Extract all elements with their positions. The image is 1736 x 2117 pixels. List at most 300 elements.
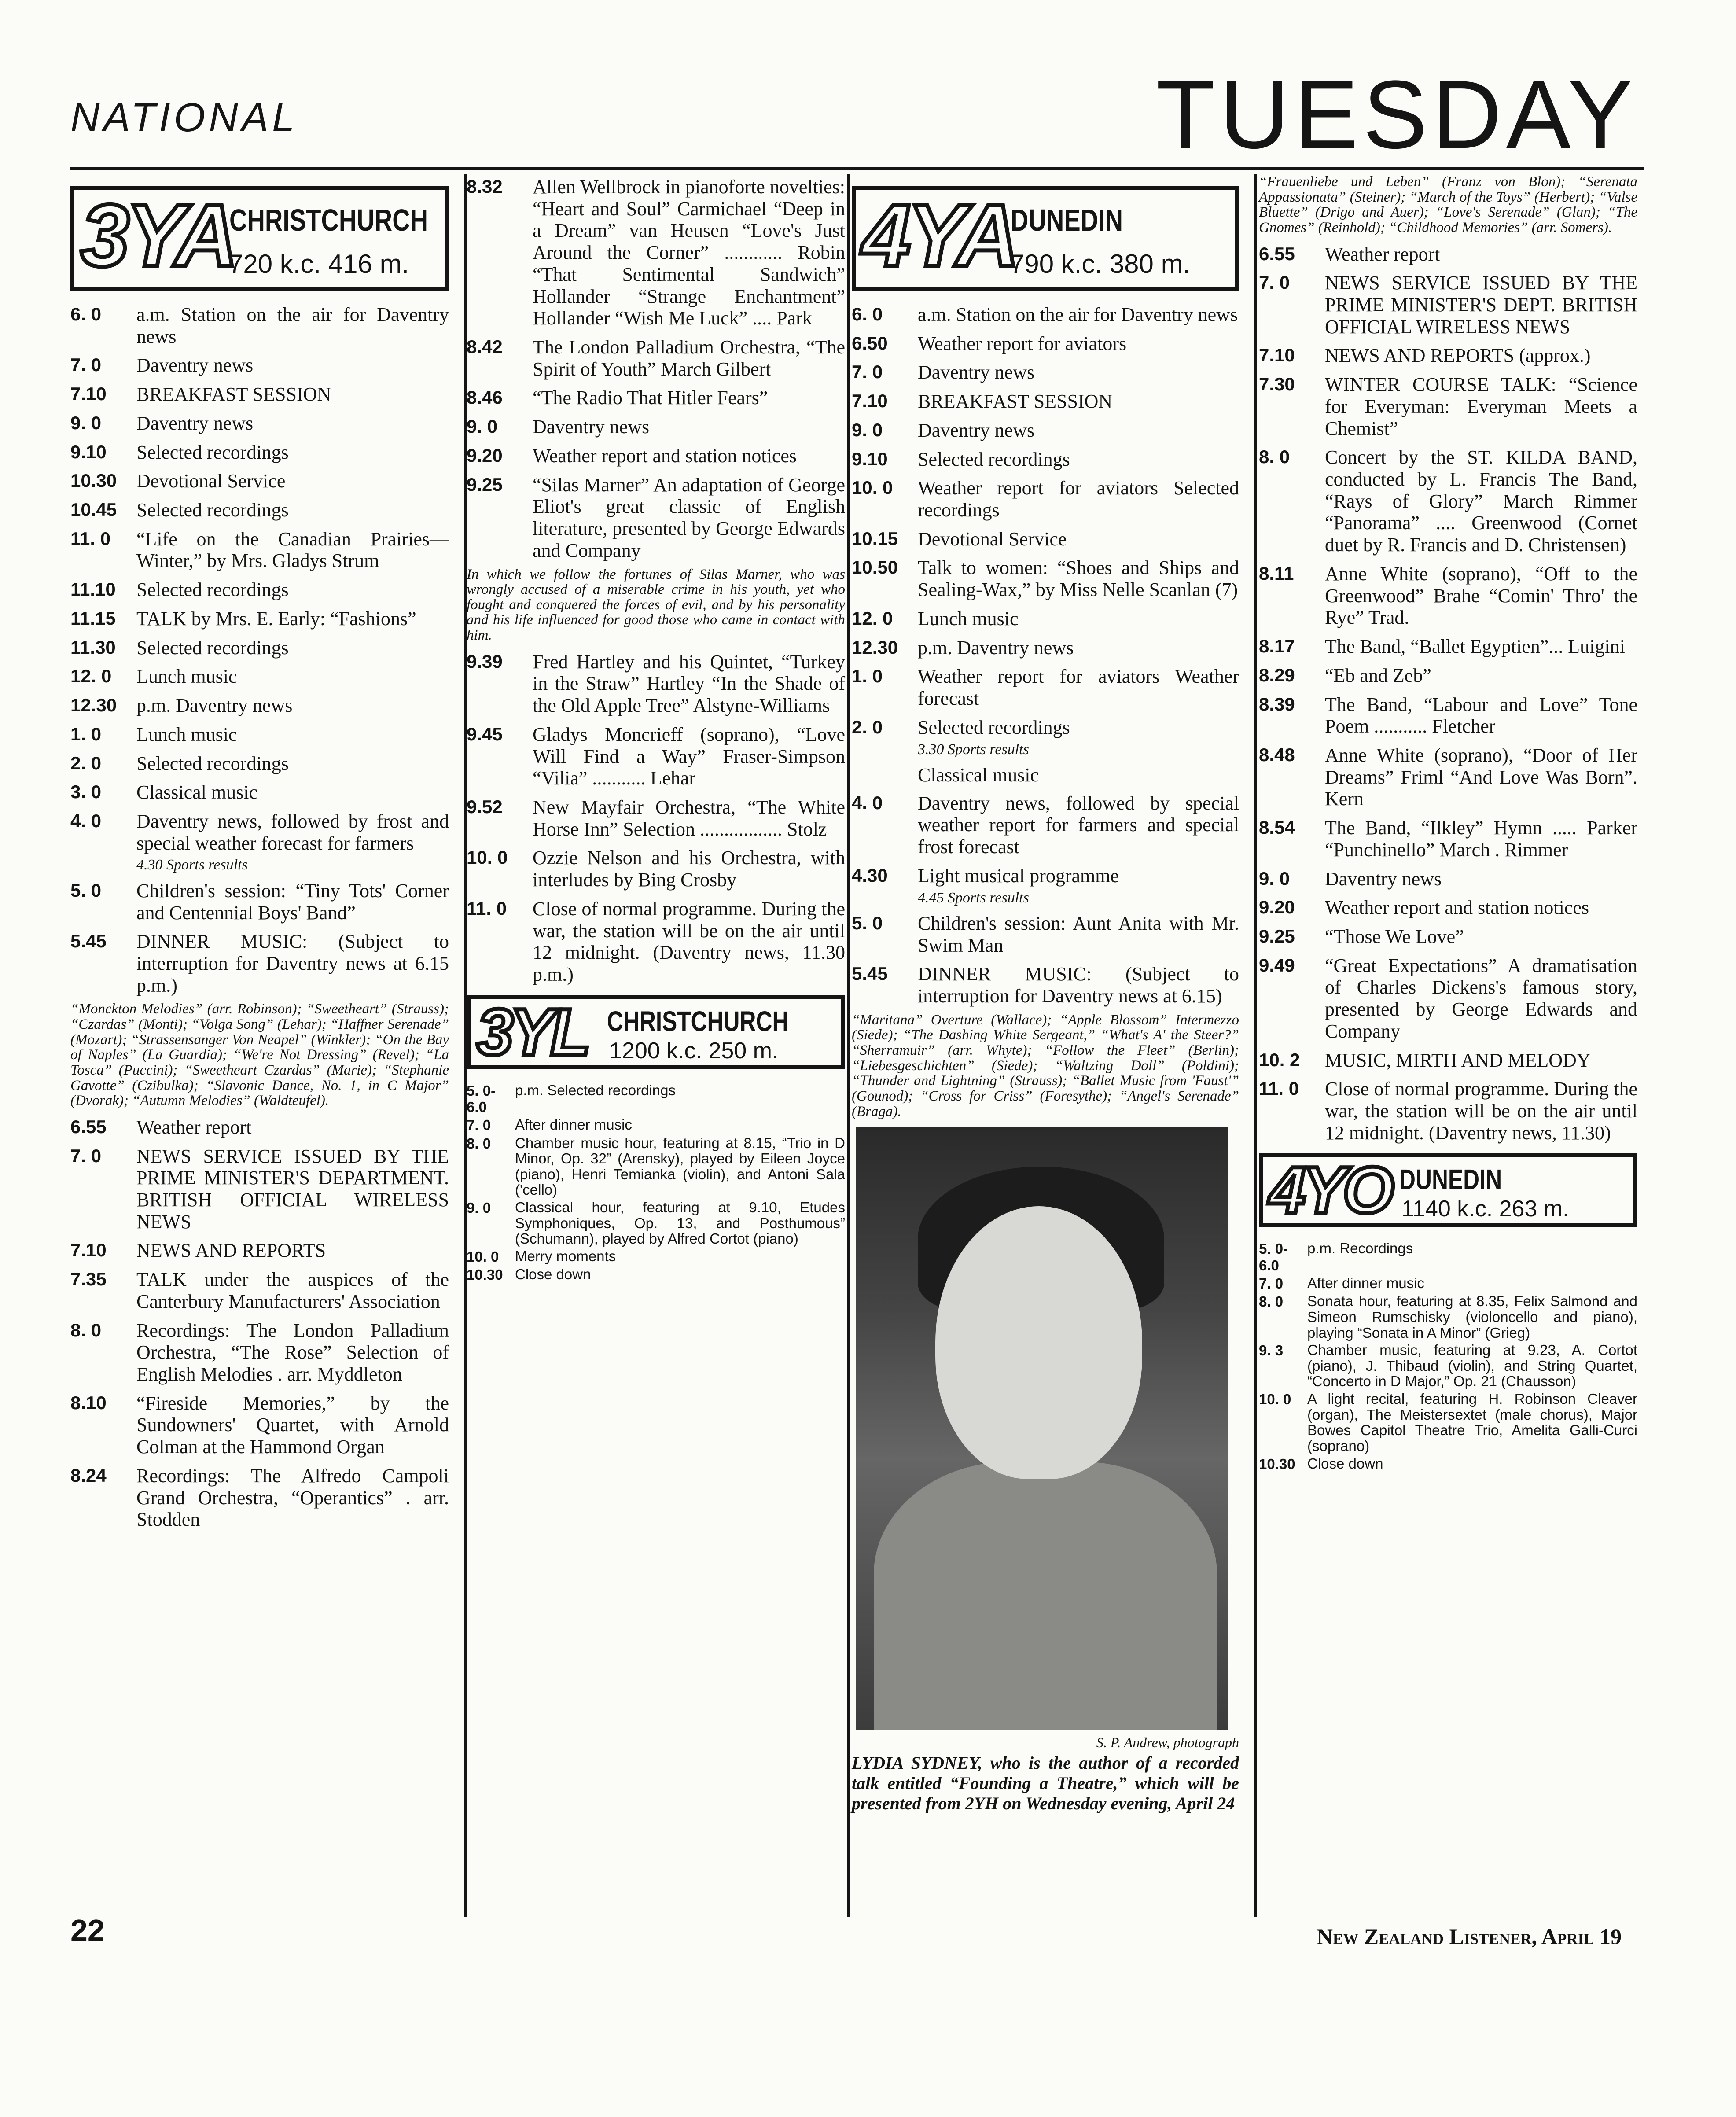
programme-description: Talk to women: “Shoes and Ships and Sealing-Wax,” by Miss Nelle Scanlan (7) — [918, 557, 1239, 601]
programme-description: Weather report — [1325, 243, 1440, 265]
station-logo-4ya — [852, 186, 1239, 291]
station-city: CHRISTCHURCH — [229, 203, 428, 237]
programme-time: 9. 3 — [1259, 1342, 1284, 1359]
programme-time: 5. 0-6.0 — [467, 1082, 496, 1116]
programme-time: 7.10 — [70, 383, 107, 405]
programme-description: Selected recordings — [136, 637, 289, 659]
station-call-sign: 3YL — [477, 994, 588, 1069]
programme-entry — [70, 1145, 449, 1233]
section-title: NATIONAL — [70, 95, 298, 140]
station-frequency: 1200 k.c. 250 m. — [609, 1038, 779, 1064]
programme-entry — [70, 442, 449, 464]
programme-entry — [467, 474, 845, 562]
programme-entry — [70, 695, 449, 717]
programme-entry — [852, 333, 1239, 355]
programme-entry — [70, 1116, 449, 1138]
programme-entry — [70, 1392, 449, 1458]
station-city: DUNEDIN — [1399, 1163, 1502, 1196]
programme-time: 10. 0 — [467, 1248, 499, 1265]
programme-list — [467, 1082, 845, 1283]
programme-entry — [852, 792, 1239, 858]
programme-time: 9.45 — [467, 723, 503, 744]
programme-entry — [70, 608, 449, 630]
programme-time: 8.42 — [467, 336, 503, 357]
programme-time: 4. 0 — [852, 792, 883, 813]
programme-entry — [852, 717, 1239, 739]
programme-entry — [467, 1117, 845, 1133]
programme-entry — [1259, 272, 1637, 338]
sports-results-note: 3.30 Sports results — [918, 741, 1029, 758]
programme-entry — [1259, 1078, 1637, 1144]
programme-time: 7.30 — [1259, 374, 1295, 395]
programme-time: 7.10 — [1259, 345, 1295, 366]
programme-time: 9.52 — [467, 796, 503, 817]
programme-description: a.m. Station on the air for Daventry news — [136, 304, 449, 347]
programme-list — [70, 880, 449, 997]
programme-entry — [467, 847, 845, 891]
programme-entry — [467, 445, 845, 467]
programme-description: Selected recordings — [136, 499, 289, 521]
programme-time: 8. 0 — [1259, 446, 1290, 468]
programme-entry — [70, 1269, 449, 1312]
programme-description: Devotional Service — [136, 470, 286, 492]
programme-entry — [1259, 955, 1637, 1042]
programme-time: 8.48 — [1259, 744, 1295, 765]
programme-description: Close down — [1307, 1455, 1383, 1472]
programme-entry — [1259, 868, 1637, 890]
programme-time: 12.30 — [70, 695, 117, 716]
programme-description: Children's session: “Tiny Tots' Corner and Centennial Boys' Band” — [136, 880, 449, 924]
programme-time: 6. 0 — [70, 304, 102, 324]
programme-description: Chamber music, featuring at 9.23, A. Cortot (piano), J. Thibaud (violin), and String Quartet, “Concerto in D Major,” Op. 21 (Chausson) — [1307, 1342, 1637, 1390]
programme-entry — [70, 383, 449, 405]
sports-results-note: 4.30 Sports results — [136, 857, 248, 873]
programme-time: 9. 0 — [70, 412, 102, 433]
page-number: 22 — [70, 1913, 105, 1948]
programme-time: 7.35 — [70, 1269, 107, 1290]
programme-time: 1. 0 — [70, 723, 102, 744]
programme-description: NEWS SERVICE ISSUED BY THE PRIME MINISTER'S DEPT. BRITISH OFFICIAL WIRELESS NEWS — [1325, 272, 1637, 338]
programme-entry — [70, 724, 449, 746]
programme-description: Weather report for aviators — [918, 332, 1127, 354]
programme-time: 8.11 — [1259, 563, 1294, 584]
programme-description: BREAKFAST SESSION — [918, 390, 1113, 412]
programme-description: DINNER MUSIC: (Subject to interruption for Daventry news at 6.15 p.m.) — [136, 931, 449, 996]
programme-description: DINNER MUSIC: (Subject to interruption for Daventry news at 6.15) — [918, 963, 1239, 1007]
programme-description: Daventry news — [136, 412, 254, 434]
programme-description: New Mayfair Orchestra, “The White Horse Inn” Selection ................. Stolz — [533, 796, 845, 840]
programme-time: 10.30 — [467, 1267, 503, 1283]
programme-list — [467, 176, 845, 562]
programme-time: 6. 0 — [852, 304, 883, 324]
programme-description: “The Radio That Hitler Fears” — [533, 387, 768, 409]
programme-time: 8.54 — [1259, 817, 1295, 838]
programme-description: NEWS AND REPORTS (approx.) — [1325, 345, 1591, 367]
programme-time: 9.25 — [1259, 925, 1295, 946]
programme-entry — [1259, 694, 1637, 737]
programme-time: 5. 0 — [70, 880, 102, 901]
programme-entry — [70, 666, 449, 688]
programme-entry — [70, 579, 449, 601]
station-call-sign: 4YO — [1269, 1153, 1391, 1227]
programme-entry — [852, 390, 1239, 412]
programme-time: 7. 0 — [852, 361, 883, 383]
programme-time: 3. 0 — [70, 781, 102, 803]
station-frequency: 790 k.c. 380 m. — [1010, 249, 1191, 279]
programme-time: 4. 0 — [70, 810, 102, 831]
programme-time: 10.50 — [852, 557, 898, 578]
programme-time: 9. 0 — [852, 419, 883, 440]
programme-time: 11. 0 — [1259, 1078, 1299, 1099]
programme-time: 11.15 — [70, 607, 116, 629]
programme-entry — [70, 470, 449, 492]
programme-entry — [70, 810, 449, 854]
programme-description: After dinner music — [1307, 1275, 1424, 1291]
programme-entry — [70, 1240, 449, 1262]
programme-description: Selected recordings — [918, 716, 1070, 738]
programme-description: Daventry news — [918, 419, 1035, 441]
column-divider — [1254, 174, 1257, 1917]
programme-time: 11. 0 — [467, 898, 507, 919]
programme-time: 7. 0 — [1259, 272, 1290, 293]
programme-description: Daventry news, followed by frost and special weather forecast for farmers — [136, 810, 449, 854]
programme-description: “Silas Marner” An adaptation of George Eliot's great classic of English literature, presented by George Edwards and Company — [533, 474, 845, 561]
programme-entry — [70, 781, 449, 803]
programme-time: 8.10 — [70, 1392, 107, 1413]
programme-description: “Eb and Zeb” — [1325, 664, 1431, 686]
programme-entry — [1259, 1049, 1637, 1071]
programme-entry — [467, 336, 845, 380]
programme-time: 9.49 — [1259, 954, 1295, 976]
programme-description: Children's session: Aunt Anita with Mr. Swim Man — [918, 912, 1239, 956]
programme-time: 5.45 — [852, 963, 888, 984]
programme-description: Selected recordings — [918, 448, 1070, 470]
programme-time: 9.10 — [852, 448, 888, 469]
classical-music-line: Classical music — [918, 764, 1039, 786]
programme-description: Weather report and station notices — [1325, 897, 1589, 919]
programme-time: 11. 0 — [70, 528, 111, 549]
programme-entry — [467, 176, 845, 329]
programme-entry — [852, 557, 1239, 600]
programme-description: NEWS SERVICE ISSUED BY THE PRIME MINISTER'S DEPARTMENT. BRITISH OFFICIAL WIRELESS NEWS — [136, 1145, 449, 1233]
programme-time: 7. 0 — [70, 354, 102, 376]
programme-description: Lunch music — [136, 666, 237, 688]
programme-description: Concert by the ST. KILDA BAND, conducted by L. Francis The Band, “Rays of Glory” March Rimmer “Panorama” .... Greenwood (Cornet duet by R. Francis and D. Christensen) — [1325, 446, 1637, 556]
column-4ya — [852, 176, 1239, 1814]
column-3ya-continued — [467, 176, 845, 1285]
programme-time: 8.46 — [467, 387, 503, 408]
programme-description: Classical hour, featuring at 9.10, Etudes Symphoniques, Op. 13, and Posthumous” (Schumann), played by Alfred Cortot (piano) — [515, 1199, 845, 1247]
programme-entry — [1259, 243, 1637, 265]
programme-time: 7. 0 — [70, 1145, 102, 1166]
programme-description: Selected recordings — [136, 752, 289, 774]
photo-credit: S. P. Andrew, photograph — [1096, 1734, 1239, 1751]
programme-time: 8. 0 — [70, 1319, 102, 1340]
programme-description: Recordings: The London Palladium Orchestra, “The Rose” Selection of English Melodies . arr. Myddleton — [136, 1319, 449, 1385]
programme-entry — [467, 1135, 845, 1198]
programme-time: 6.55 — [1259, 243, 1295, 264]
station-logo-4yo — [1259, 1153, 1637, 1227]
programme-entry — [467, 1082, 845, 1116]
programme-time: 6.55 — [70, 1116, 107, 1137]
programme-time: 9. 0 — [467, 416, 498, 437]
programme-description: MUSIC, MIRTH AND MELODY — [1325, 1049, 1591, 1071]
programme-entry — [467, 1267, 845, 1283]
programme-entry — [1259, 1342, 1637, 1389]
programme-entry — [1259, 817, 1637, 861]
programme-description: Selected recordings — [136, 579, 289, 601]
programme-time: 5. 0-6.0 — [1259, 1241, 1288, 1274]
programme-description: Lunch music — [918, 607, 1019, 630]
programme-description: Devotional Service — [918, 528, 1067, 550]
header-rule — [70, 167, 1644, 170]
programme-description: Lunch music — [136, 723, 237, 745]
programme-description: Daventry news, followed by special weather report for farmers and special frost forecast — [918, 792, 1239, 858]
dinner-music-note: “Monckton Melodies” (arr. Robinson); “Sweetheart” (Strauss); “Czardas” (Monti); “Volga Song” (Lehar); “Haffner Serenade” (Mozart); “Strassensanger Von Neapel” (Winkler); “On the Bay of Naples” (La Guardia); “We're Not Dressing” (Revel); “La Tosca” (Puccini); “Sweetheart Czardas” (Marie); “Stephanie Gavotte” (Czibulka); “Slavonic Dance, No. 1, in C Major” (Dvorak); “Autumn Melodies” (Waldteufel). — [70, 1001, 449, 1109]
programme-time: 10.30 — [70, 470, 117, 491]
programme-entry — [467, 416, 845, 438]
programme-time: 10. 2 — [1259, 1049, 1300, 1070]
programme-entry — [467, 651, 845, 717]
programme-entry — [467, 387, 845, 409]
programme-entry — [852, 963, 1239, 1007]
programme-entry — [70, 637, 449, 659]
programme-time: 9.10 — [70, 441, 107, 462]
sports-results-note: 4.45 Sports results — [918, 889, 1029, 906]
day-title: TUESDAY — [1156, 60, 1637, 169]
station-call-sign: 3YA — [81, 187, 235, 285]
programme-entry — [852, 666, 1239, 709]
programme-description: Chamber music hour, featuring at 8.15, “Trio in D Minor, Op. 32” (Arensky), played by Eileen Joyce (piano), Henri Temianka (violin), and Antoni Sala ('cello) — [515, 1134, 845, 1198]
programme-entry — [1259, 1241, 1637, 1274]
programme-time: 8.29 — [1259, 664, 1295, 685]
programme-description: Daventry news — [918, 361, 1035, 383]
programme-entry — [70, 528, 449, 572]
programme-description: “Fireside Memories,” by the Sundowners' Quartet, with Arnold Colman at the Hammond Organ — [136, 1392, 449, 1458]
station-frequency: 1140 k.c. 263 m. — [1401, 1196, 1569, 1222]
programme-description: Ozzie Nelson and his Orchestra, with interludes by Bing Crosby — [533, 847, 845, 891]
programme-description: Anne White (soprano), “Off to the Greenwood” Brahe “Comin' Thro' the Rye” Trad. — [1325, 563, 1637, 629]
programme-description: Fred Hartley and his Quintet, “Turkey in the Straw” Hartley “In the Shade of the Old Apple Tree” Alstyne-Williams — [533, 651, 845, 717]
programme-entry — [852, 913, 1239, 956]
programme-entry — [1259, 1293, 1637, 1340]
programme-entry — [1259, 636, 1637, 658]
programme-entry — [70, 1320, 449, 1385]
programme-description: p.m. Daventry news — [918, 637, 1074, 659]
station-logo-3ya — [70, 186, 449, 291]
programme-entry — [1259, 563, 1637, 629]
programme-time: 9.39 — [467, 651, 503, 672]
silas-marner-note: In which we follow the fortunes of Silas Marner, who was wrongly accused of a miserable crime in his youth, yet who fought and conquered the forces of evil, and by his personality and his life influenced for good those who came in contact with him. — [467, 566, 845, 644]
programme-entry — [852, 420, 1239, 442]
programme-description: Merry moments — [515, 1248, 616, 1264]
programme-entry — [467, 796, 845, 840]
programme-time: 9. 0 — [467, 1200, 491, 1216]
programme-entry — [852, 361, 1239, 383]
programme-time: 12. 0 — [852, 607, 893, 629]
programme-entry — [70, 499, 449, 521]
programme-description: Selected recordings — [136, 441, 289, 463]
programme-description: Weather report — [136, 1116, 252, 1138]
programme-time: 11.30 — [70, 637, 116, 658]
programme-entry — [852, 637, 1239, 659]
programme-time: 10.15 — [852, 528, 898, 549]
programme-entry — [852, 449, 1239, 471]
programme-description: Classical music — [136, 781, 257, 803]
programme-description: p.m. Daventry news — [136, 695, 293, 717]
programme-description: Allen Wellbrock in pianoforte novelties: “Heart and Soul” Carmichael “Deep in a Dream” van Heusen “Love's Just Around the Corner” ............ Robin “That Sentimental Sandwich” Hollander “Strange Enchantment” Hollander “Wish Me Luck” .... Park — [533, 176, 845, 329]
programme-description: Daventry news — [533, 416, 650, 438]
programme-entry — [70, 412, 449, 434]
programme-description: Daventry news — [136, 354, 254, 376]
programme-description: Sonata hour, featuring at 8.35, Felix Salmond and Simeon Rumschisky (violoncello and piano), playing “Sonata in A Minor” (Grieg) — [1307, 1293, 1637, 1341]
programme-time: 9.25 — [467, 474, 503, 495]
programme-list — [1259, 243, 1637, 1144]
programme-description: Weather report and station notices — [533, 445, 797, 467]
programme-description: The Band, “Ballet Egyptien”... Luigini — [1325, 636, 1625, 658]
programme-description: TALK under the auspices of the Canterbury Manufacturers' Association — [136, 1269, 449, 1312]
station-logo-3yl — [467, 995, 845, 1069]
programme-list — [852, 304, 1239, 739]
programme-time: 12. 0 — [70, 666, 112, 687]
programme-entry — [70, 1465, 449, 1531]
programme-list — [852, 913, 1239, 1007]
publication-footer: New Zealand Listener, April 19 — [1317, 1924, 1622, 1949]
column-4ya-continued — [1259, 176, 1637, 1474]
programme-entry — [467, 1248, 845, 1265]
programme-description: Daventry news — [1325, 868, 1442, 890]
programme-description: The Band, “Ilkley” Hymn ..... Parker “Punchinello” March . Rimmer — [1325, 817, 1637, 861]
programme-description: BREAKFAST SESSION — [136, 383, 331, 405]
programme-description: Close down — [515, 1266, 591, 1283]
portrait-photo — [856, 1127, 1228, 1730]
programme-entry — [1259, 744, 1637, 810]
programme-time: 2. 0 — [70, 752, 102, 773]
programme-description: Recordings: The Alfredo Campoli Grand Orchestra, “Operantics” . arr. Stodden — [136, 1465, 449, 1531]
dinner-music-note: “Maritana” Overture (Wallace); “Apple Blossom” Intermezzo (Siede); “The Dashing White Sergeant,” “What's A' the Steer?” “Sherramuir” (arr. Whyte); “Follow the Fleet” (Berlin); “Liebesgeschichten” (Siede); “Waltzing Doll” (Poldini); “Thunder and Lightning” (Strauss); “Ballet Music from 'Faust'” (Gounod); “Cross for Criss” (Foresythe); “Angel's Serenade” (Braga). — [852, 1012, 1239, 1119]
programme-entry — [70, 354, 449, 376]
programme-time: 10. 0 — [852, 477, 893, 498]
station-city: CHRISTCHURCH — [607, 1005, 789, 1037]
programme-description: TALK by Mrs. E. Early: “Fashions” — [136, 607, 416, 630]
programme-time: 5.45 — [70, 931, 107, 952]
programme-description: “Great Expectations” A dramatisation of Charles Dickens's famous story, presented by George Edwards and Company — [1325, 954, 1637, 1042]
programme-description: A light recital, featuring H. Robinson Cleaver (organ), The Meistersextet (male chorus), Major Bowes Capitol Theatre Trio, Amelita Galli-Curci (soprano) — [1307, 1391, 1637, 1454]
programme-time: 4.30 — [852, 865, 888, 886]
programme-time: 11.10 — [70, 579, 116, 600]
programme-entry — [467, 898, 845, 986]
programme-entry — [467, 724, 845, 789]
programme-entry — [1259, 665, 1637, 687]
programme-time: 8.32 — [467, 176, 503, 197]
programme-entry — [852, 865, 1239, 887]
programme-time: 10.45 — [70, 499, 117, 520]
programme-list — [70, 1116, 449, 1531]
photo-face-shape — [935, 1206, 1142, 1479]
station-frequency: 720 k.c. 416 m. — [228, 249, 409, 279]
programme-time: 8. 0 — [1259, 1293, 1284, 1310]
programme-entry — [70, 753, 449, 775]
programme-time: 9.20 — [1259, 897, 1295, 918]
programme-entry — [1259, 446, 1637, 556]
programme-entry — [852, 608, 1239, 630]
programme-entry — [1259, 926, 1637, 948]
photo-caption: LYDIA SYDNEY, who is the author of a recorded talk entitled “Founding a Theatre,” which will be presented from 2YH on Wednesday evening, April 24 — [852, 1753, 1239, 1814]
column-3ya — [70, 176, 449, 1538]
programme-time: 7. 0 — [467, 1117, 491, 1134]
photo-body-shape — [874, 1462, 1217, 1730]
programme-description: “Those We Love” — [1325, 925, 1464, 947]
programme-description: Light musical programme — [918, 865, 1119, 887]
programme-description: Gladys Moncrieff (soprano), “Love Will Find a Way” Fraser-Simpson “Vilia” ........... Lehar — [533, 723, 845, 789]
programme-time: 6.50 — [852, 332, 888, 353]
programme-entry — [467, 1200, 845, 1247]
programme-time: 9.20 — [467, 445, 503, 466]
programme-entry — [70, 880, 449, 924]
station-city: DUNEDIN — [1011, 203, 1123, 237]
programme-description: NEWS AND REPORTS — [136, 1240, 326, 1262]
programme-time: 10. 0 — [1259, 1391, 1291, 1408]
programme-list — [1259, 1241, 1637, 1472]
programme-time: 1. 0 — [852, 666, 883, 687]
programme-description: Weather report for aviators Selected recordings — [918, 477, 1239, 521]
programme-time: 7. 0 — [1259, 1275, 1284, 1292]
programme-time: 7.10 — [852, 390, 888, 412]
column-divider — [847, 174, 850, 1917]
programme-time: 9. 0 — [1259, 868, 1290, 889]
station-call-sign: 4YA — [862, 187, 1016, 285]
programme-entry — [852, 304, 1239, 326]
dinner-music-note: “Frauenliebe und Leben” (Franz von Blon); “Serenata Appassionata” (Steiner); “March of the Toys” (Herbert); “Valse Bluette” (Drigo and Auer); “Love's Serenade” (Glan); “The Gnomes” (Reinhold); “Childhood Memories” (arr. Somers). — [1259, 174, 1637, 236]
programme-entry — [1259, 345, 1637, 367]
programme-description: Close of normal programme. During the war, the station will be on the air until 12 midnight. (Daventry news, 11.30 p.m.) — [533, 898, 845, 986]
programme-list — [467, 651, 845, 986]
programme-description: After dinner music — [515, 1116, 632, 1133]
programme-description: “Life on the Canadian Prairies—Winter,” by Mrs. Gladys Strum — [136, 528, 449, 572]
programme-entry — [852, 477, 1239, 521]
programme-entry — [1259, 1275, 1637, 1292]
programme-time: 2. 0 — [852, 716, 883, 737]
programme-description: The London Palladium Orchestra, “The Spirit of Youth” March Gilbert — [533, 336, 845, 380]
programme-time: 8.39 — [1259, 693, 1295, 714]
programme-description: The Band, “Labour and Love” Tone Poem ........... Fletcher — [1325, 693, 1637, 737]
programme-description: Anne White (soprano), “Door of Her Dreams” Friml “And Love Was Born”. Kern — [1325, 744, 1637, 810]
programme-entry — [70, 304, 449, 347]
programme-entry — [852, 528, 1239, 550]
programme-description: Weather report for aviators Weather forecast — [918, 666, 1239, 710]
programme-time: 7.10 — [70, 1240, 107, 1261]
programme-time: 12.30 — [852, 637, 898, 658]
programme-time: 8.17 — [1259, 636, 1295, 657]
programme-entry — [1259, 374, 1637, 439]
programme-description: p.m. Selected recordings — [515, 1082, 676, 1098]
programme-description: a.m. Station on the air for Daventry news — [918, 304, 1238, 325]
programme-entry — [1259, 897, 1637, 919]
programme-description: p.m. Recordings — [1307, 1240, 1413, 1257]
programme-entry — [1259, 1456, 1637, 1472]
programme-list — [852, 792, 1239, 887]
programme-entry — [1259, 1391, 1637, 1454]
programme-time: 8.24 — [70, 1465, 107, 1486]
programme-list — [70, 304, 449, 854]
programme-entry — [70, 931, 449, 996]
programme-description: WINTER COURSE TALK: “Science for Everyman: Everyman Meets a Chemist” — [1325, 374, 1637, 439]
programme-time: 10. 0 — [467, 847, 508, 868]
programme-time: 8. 0 — [467, 1135, 491, 1152]
programme-time: 5. 0 — [852, 912, 883, 933]
programme-description: Close of normal programme. During the war, the station will be on the air until 12 midnight. (Daventry news, 11.30) — [1325, 1078, 1637, 1144]
programme-time: 10.30 — [1259, 1455, 1295, 1472]
